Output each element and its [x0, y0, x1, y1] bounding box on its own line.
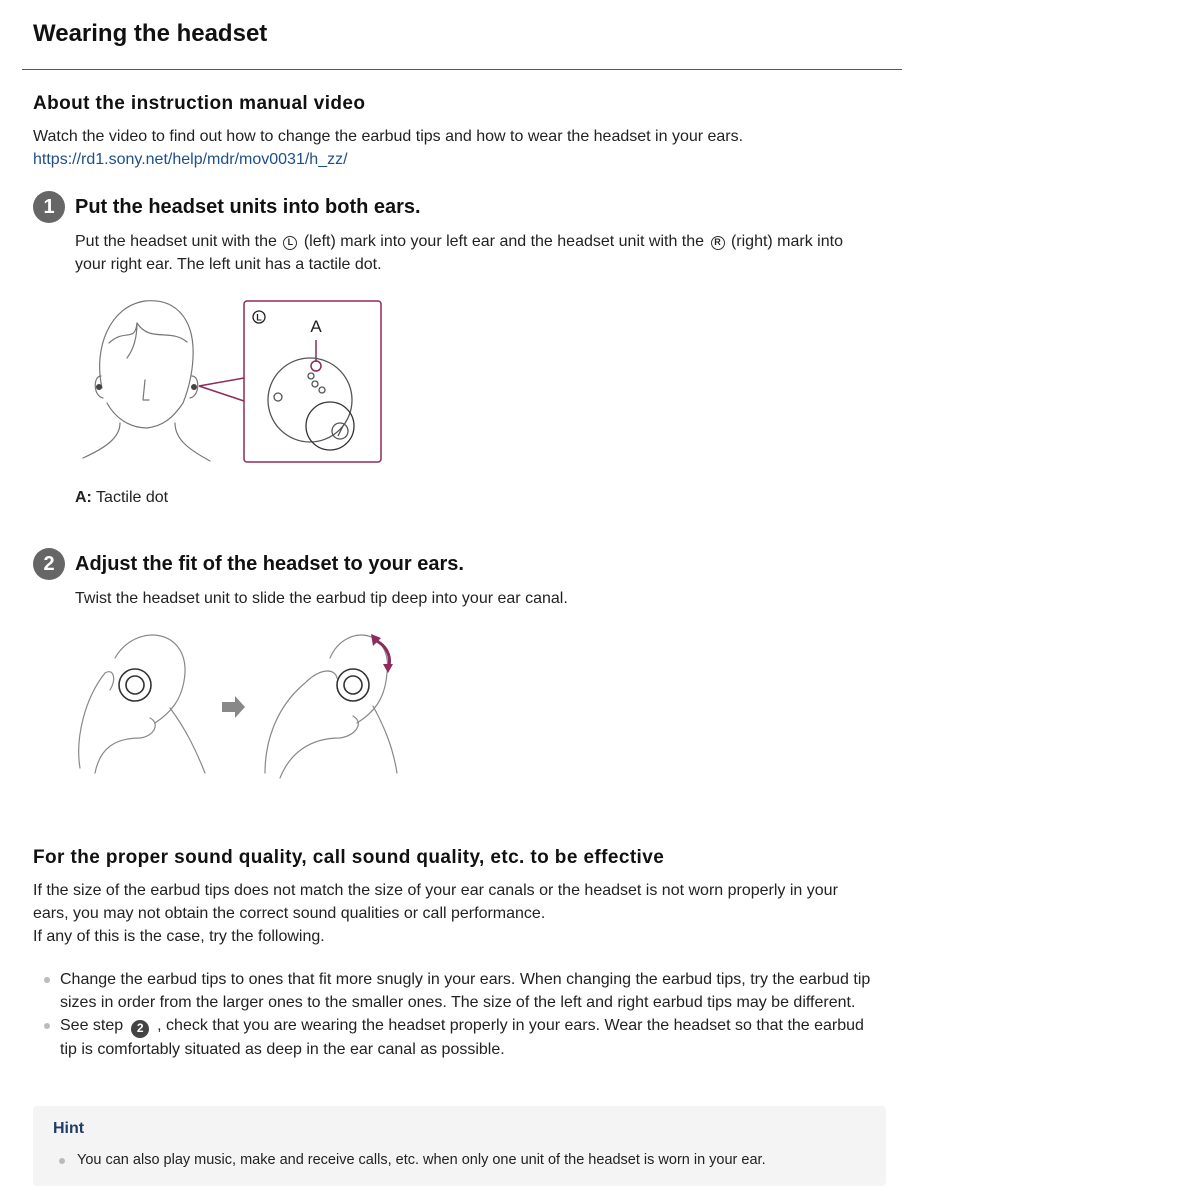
arrow-right-icon	[222, 696, 245, 718]
step-2-text: Twist the headset unit to slide the earbud tip deep into your ear canal.	[75, 590, 568, 607]
video-section-text: Watch the video to find out how to change the earbud tips and how to wear the headset in your ears.	[33, 128, 744, 145]
quality-section-heading: For the proper sound quality, call sound quality, etc. to be effective	[33, 847, 665, 868]
hint-box	[33, 1106, 886, 1186]
step-1-title: Put the headset units into both ears.	[75, 196, 421, 218]
step-2-title: Adjust the fit of the headset to your ears.	[75, 553, 464, 575]
list-item: See step 2 , check that you are wearing the headset properly in your ears. Wear the headset so that the earbud tip is comfortably situated as deep in the ear canal as possible.	[44, 1014, 874, 1061]
page-title: Wearing the headset	[33, 20, 268, 47]
title-divider	[22, 69, 902, 70]
quality-section-text-1: If the size of the earbud tips does not match the size of your ear canals or the headset is not worn properly in your ears, you may not obtain the correct sound qualities or call performance.	[33, 882, 838, 922]
step-1-badge: 1	[33, 191, 65, 223]
quality-tips-list	[44, 968, 874, 1061]
figure-legend: A: Tactile dot	[75, 489, 169, 506]
quality-section-text-2: If any of this is the case, try the following.	[33, 928, 325, 945]
fit-illustration	[75, 628, 415, 778]
hint-item: You can also play music, make and receive calls, etc. when only one unit of the headset is worn in your ear.	[59, 1152, 766, 1168]
wearing-illustration	[75, 298, 395, 468]
earbud-after	[337, 669, 369, 701]
list-item: Change the earbud tips to ones that fit more snugly in your ears. When changing the earbud tips, try the earbud tip sizes in order from the larger ones to the smaller ones. The size of the left and right earbud tips may be different.	[44, 968, 874, 1014]
head-outline	[100, 301, 194, 428]
left-mark-icon: L	[283, 236, 297, 250]
earbud-before	[119, 669, 151, 701]
callout-left-mark-text: L	[256, 312, 262, 323]
callout-label-a: A	[310, 317, 322, 336]
video-section-heading: About the instruction manual video	[33, 93, 366, 114]
right-mark-icon: R	[711, 236, 725, 250]
step-1-text: Put the headset unit with the L (left) mark into your left ear and the headset unit with the R (right) mark into your right ear. The left unit has a tactile dot.	[75, 233, 843, 273]
step-2-badge: 2	[33, 548, 65, 580]
step-2-ref-icon: 2	[131, 1020, 149, 1038]
hint-title: Hint	[53, 1120, 85, 1137]
video-link[interactable]: https://rd1.sony.net/help/mdr/mov0031/h_zz/	[33, 151, 348, 168]
